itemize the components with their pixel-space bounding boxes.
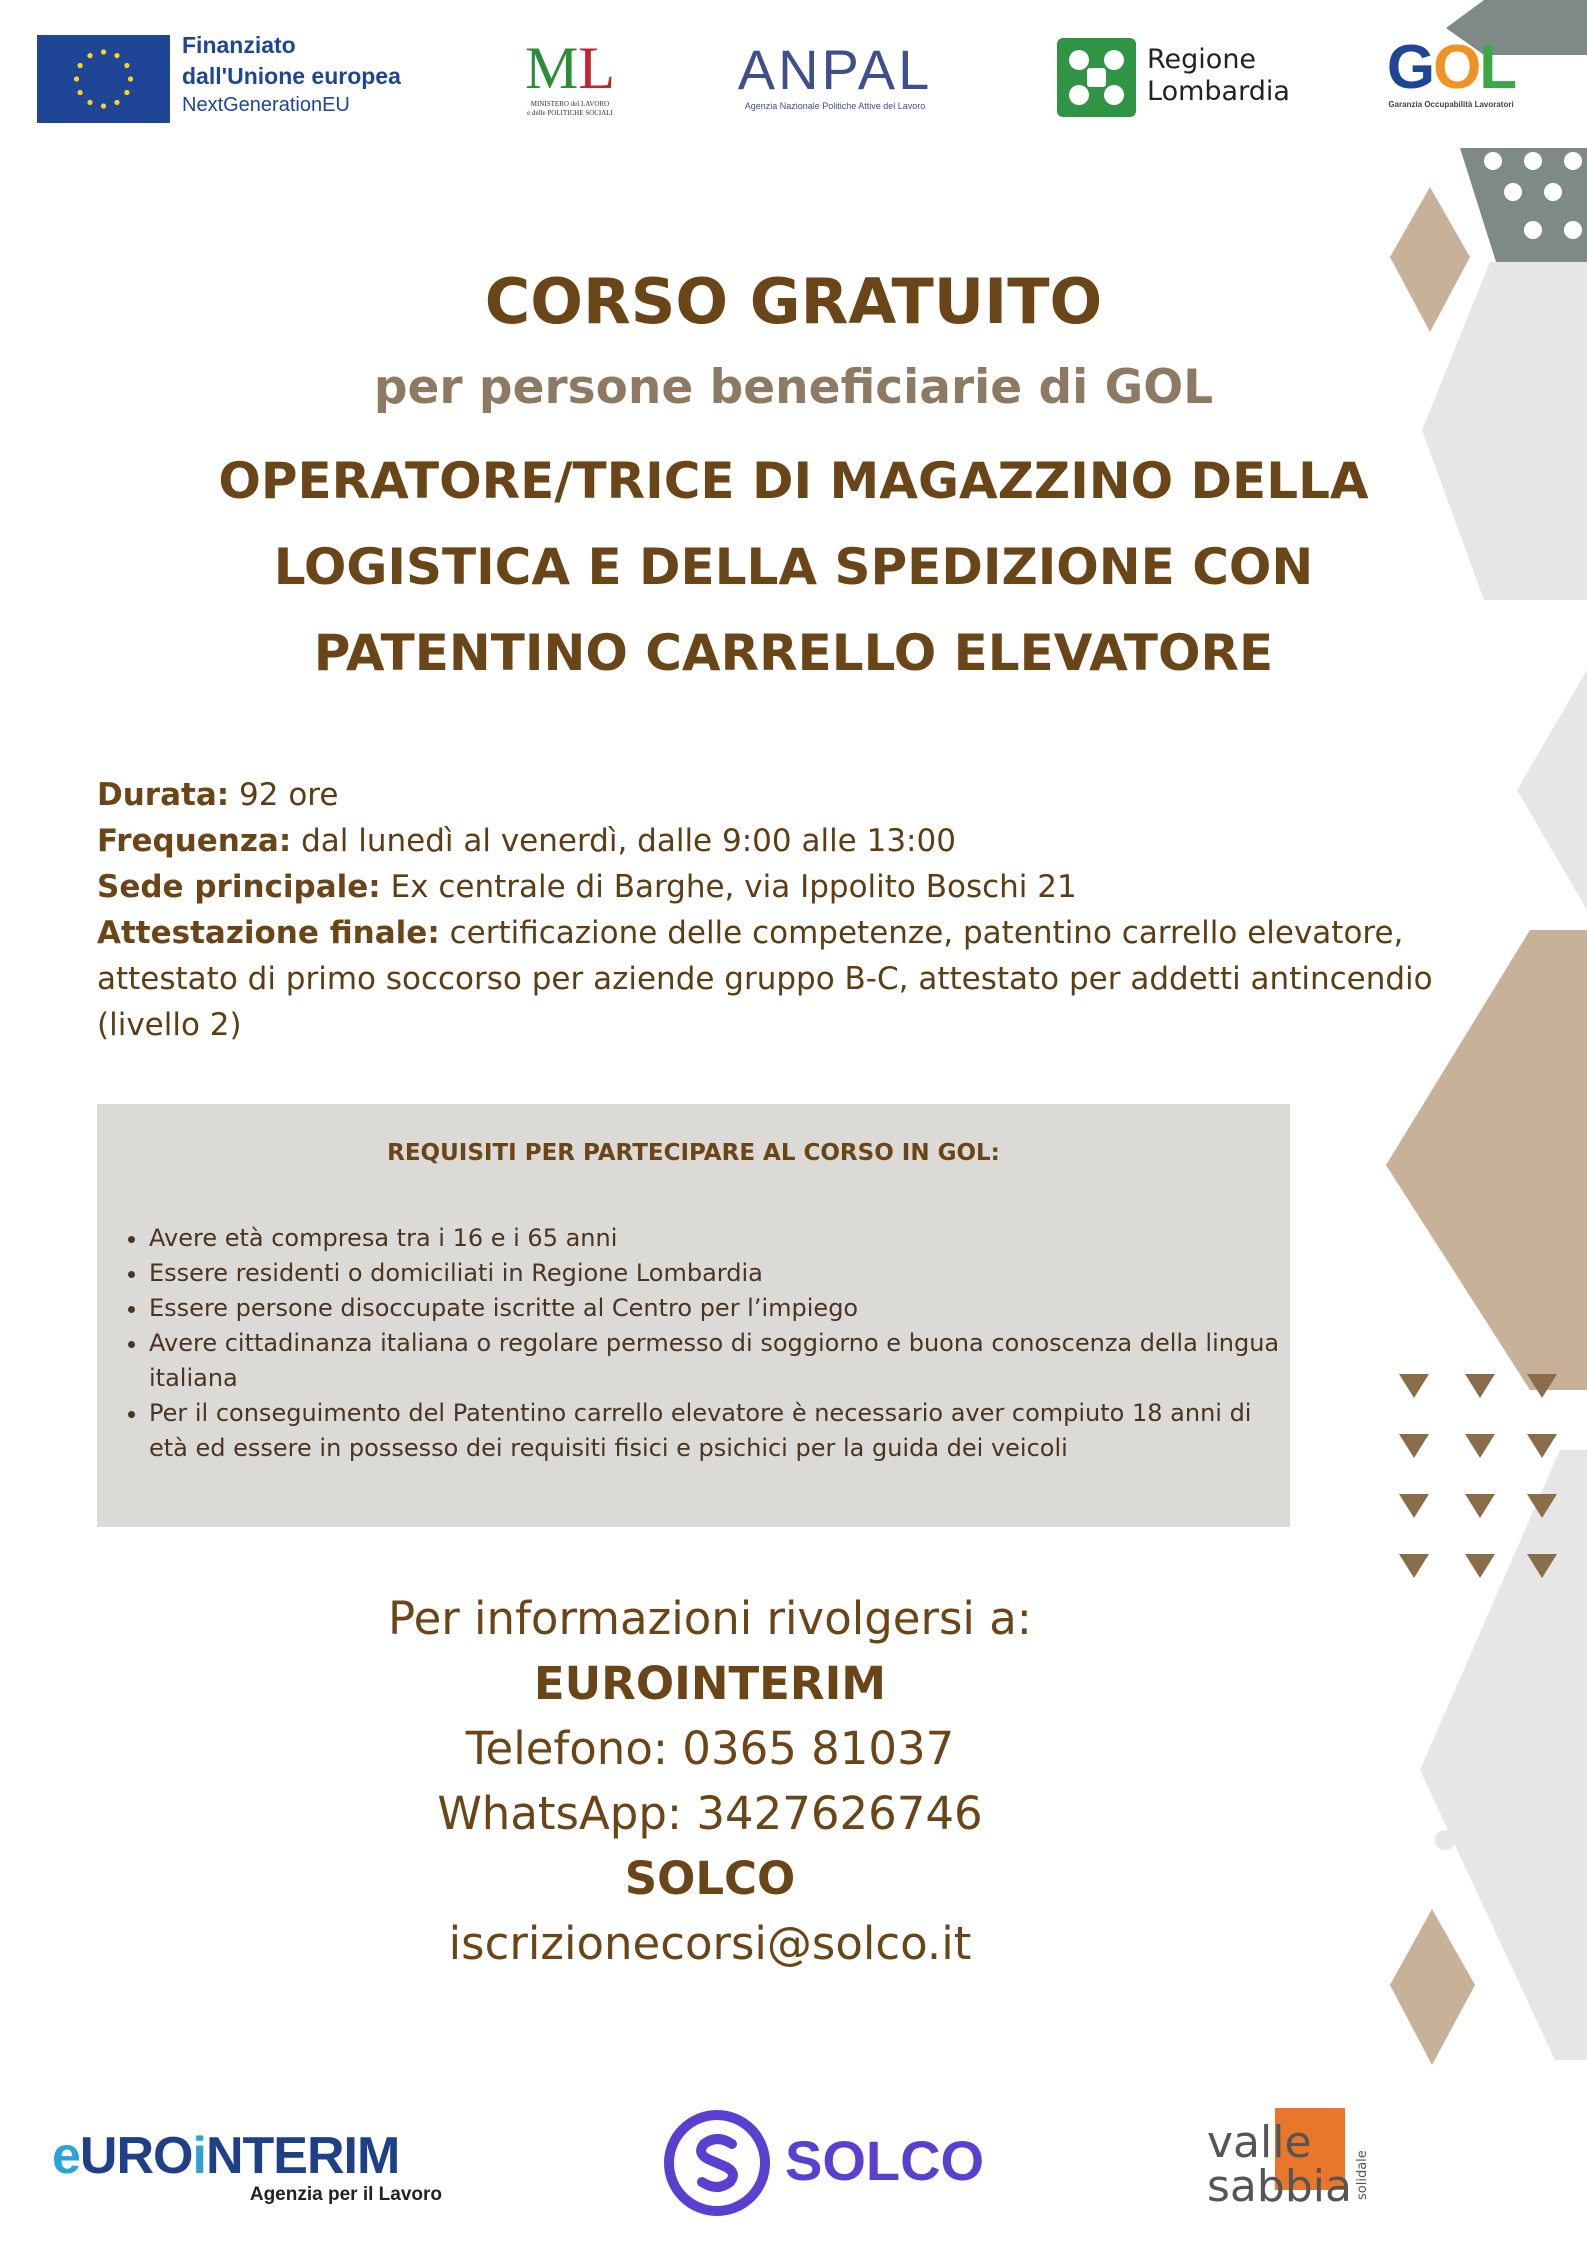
gol-wordmark: GOL (1386, 33, 1516, 102)
certificate-value: certificazione delle competenze, patentino carrello elevatore, attestato di primo soccorso per aziende gruppo B-C, attestato per addetti antincendio (livello 2) (97, 915, 1433, 1043)
gray-triangle-shape (1517, 670, 1587, 910)
requirement-item: • Avere età compresa tra i 16 e i 65 anni (149, 1221, 1289, 1256)
frequency-label: Frequenza: (97, 823, 292, 859)
ministry-caption-1: MINISTERO del LAVORO (530, 100, 610, 108)
contacts-intro: Per informazioni rivolgersi a: (388, 1592, 1032, 1645)
anpal-logo (705, 40, 965, 112)
course-title-line-3: PATENTINO CARRELLO ELEVATORE (313, 624, 1274, 682)
page-subtitle: per persone beneficiarie di GOL (373, 360, 1214, 415)
solco-wordmark: SOLCO (785, 2129, 985, 2192)
eurointerim-caption: Agenzia per il Lavoro (249, 2184, 442, 2205)
regione-lombardia-text (1147, 44, 1347, 108)
eu-funding-text (182, 30, 472, 119)
requirements-list (127, 1221, 1289, 1466)
anpal-caption: Agenzia Nazionale Politiche Attive del Lavoro (744, 101, 926, 111)
contact-email-link[interactable]: iscrizionecorsi@solco.it (448, 1917, 972, 1970)
location-label: Sede principale: (97, 869, 381, 905)
certificate-label: Attestazione finale: (97, 915, 440, 951)
frequency-value: dal lunedì al venerdì, dalle 9:00 alle 13:00 (301, 823, 956, 859)
requirements-title: REQUISITI PER PARTECIPARE AL CORSO IN GOL: (387, 1140, 1000, 1166)
contact-phone[interactable]: Telefono: 0365 81037 (465, 1722, 955, 1775)
requirement-item: • Avere cittadinanza italiana o regolare permesso di soggiorno e buona conoscenza della lingua italiana (149, 1326, 1289, 1396)
valle-sabbia-logo (1205, 2108, 1405, 2218)
duration-row (97, 772, 1487, 818)
location-row (97, 864, 1487, 910)
eu-flag-logo (37, 35, 170, 123)
course-title (150, 438, 1437, 696)
solidale-word: solidale (1355, 2150, 1370, 2200)
requirement-item: • Essere persone disoccupate iscritte al Centro per l’impiego (149, 1291, 1289, 1326)
course-info (97, 772, 1487, 1048)
ministry-logo: ML MINISTERO del LAVORO e delle POLITICHE SOCIALI (510, 36, 630, 122)
certificate-row (97, 910, 1487, 1048)
regione-lombardia-icon (1057, 38, 1136, 117)
course-title-line-2: LOGISTICA E DELLA SPEDIZIONE CON (273, 538, 1314, 596)
valle-word: valle (1207, 2117, 1312, 2168)
sabbia-word: sabbia (1207, 2161, 1352, 2212)
gol-logo (1381, 33, 1521, 110)
eurointerim-wordmark: eUROiNTERIM (52, 2127, 400, 2185)
requirement-item: • Per il conseguimento del Patentino carrello elevatore è necessario aver compiuto 18 anni di età ed essere in possesso dei requisiti fisici e psichici per la guida dei veicoli (149, 1396, 1289, 1466)
eu-line-3: NextGenerationEU (182, 94, 350, 116)
eurointerim-logo (52, 2128, 452, 2206)
duration-label: Durata: (97, 777, 230, 813)
gol-caption: Garanzia Occupabilità Lavoratori (1388, 100, 1514, 109)
eu-line-1: Finanziato (182, 32, 296, 58)
contacts-section (0, 1586, 1420, 1976)
eu-stars-icon (37, 35, 170, 123)
ministry-caption-2: e delle POLITICHE SOCIALI (527, 109, 613, 117)
anpal-wordmark: ANPAL (737, 38, 933, 101)
contact-whatsapp[interactable]: WhatsApp: 3427626746 (437, 1787, 983, 1840)
eu-line-2: dall'Unione europea (182, 63, 401, 89)
location-value: Ex centrale di Barghe, via Ippolito Boschi 21 (390, 869, 1077, 905)
course-title-line-1: OPERATORE/TRICE DI MAGAZZINO DELLA (218, 452, 1369, 510)
requirement-item: • Essere residenti o domiciliati in Regione Lombardia (149, 1256, 1289, 1291)
frequency-row (97, 818, 1487, 864)
region-line-1: Regione (1147, 44, 1257, 75)
solco-icon (662, 2108, 772, 2218)
contact-org-solco: SOLCO (624, 1852, 796, 1905)
region-line-2: Lombardia (1147, 76, 1290, 107)
duration-value: 92 ore (239, 777, 339, 813)
page-title: CORSO GRATUITO (484, 265, 1103, 338)
contact-org-eurointerim: EUROINTERIM (533, 1657, 887, 1710)
